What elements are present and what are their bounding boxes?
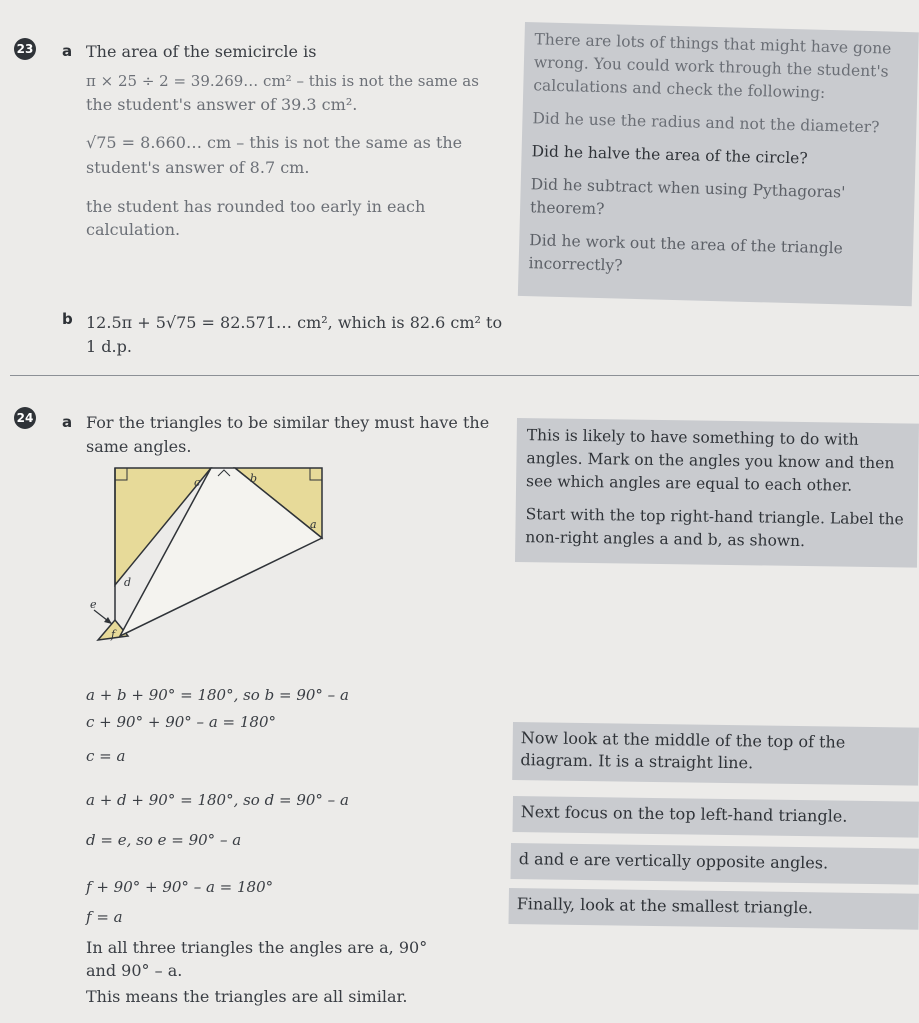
- q23-hint-intro: There are lots of things that might have gone wrong. You could work through the student's calculations and check the following:: [533, 30, 892, 102]
- conclusion-line1: In all three triangles the angles are a, 90°: [86, 938, 428, 957]
- q24-a-line1: For the triangles to be similar they must have the: [86, 413, 490, 432]
- q23-a-line3: the student's answer of 39.3 cm².: [86, 95, 358, 114]
- angle-label-d: d: [124, 576, 132, 589]
- q24-hint-box-1: [515, 418, 919, 568]
- question-24-badge: 24: [14, 407, 36, 429]
- question-23-badge: 23: [14, 38, 36, 60]
- equation-1: a + b + 90° = 180°, so b = 90° – a: [86, 686, 349, 704]
- q23-a-conclusion-line1: the student has rounded too early in each: [86, 197, 426, 216]
- q23-part-a-label: a: [62, 42, 73, 60]
- equation-3: c = a: [86, 747, 126, 765]
- q23-part-b-label: b: [62, 310, 73, 328]
- q23-a-sqrt-line2: student's answer of 8.7 cm.: [86, 158, 310, 177]
- equation-7: f = a: [86, 908, 123, 926]
- q23-a-sqrt-line1: √75 = 8.660… cm – this is not the same as the: [86, 133, 463, 152]
- q23-b-line1: 12.5π + 5√75 = 82.571… cm², which is 82.6 cm² to: [86, 313, 503, 332]
- angle-label-b: b: [250, 472, 258, 485]
- conclusion-line3: This means the triangles are all similar.: [86, 987, 408, 1006]
- q24-hint-smallest-triangle: Finally, look at the smallest triangle.: [508, 888, 918, 930]
- q24-part-a-label: a: [62, 413, 73, 431]
- q23-hint-box: [518, 22, 919, 306]
- conclusion-line2: and 90° – a.: [86, 961, 183, 980]
- equation-4: a + d + 90° = 180°, so d = 90° – a: [86, 791, 349, 809]
- q23-hint-pythagoras: Did he subtract when using Pythagoras' theorem?: [529, 175, 846, 219]
- equation-6: f + 90° + 90° – a = 180°: [86, 878, 274, 896]
- q24-hint-angles: This is likely to have something to do with angles. Mark on the angles you know and then see which angles are equal to each other.: [525, 426, 895, 495]
- q23-a-line2: π × 25 ÷ 2 = 39.269… cm² – this is not the same as: [86, 72, 479, 90]
- q23-hint-halve: Did he halve the area of the circle?: [531, 142, 808, 168]
- angle-label-f: f: [111, 628, 116, 641]
- section-divider: [10, 375, 919, 376]
- angle-label-a: a: [310, 518, 317, 531]
- angle-label-c: c: [194, 476, 201, 489]
- q23-a-conclusion-line2: calculation.: [86, 220, 181, 239]
- equation-5: d = e, so e = 90° – a: [86, 831, 242, 849]
- angle-label-e: e: [90, 598, 97, 611]
- q24-hint-straight-line: Now look at the middle of the top of the diagram. It is a straight line.: [512, 722, 919, 786]
- q23-b-line2: 1 d.p.: [86, 337, 132, 356]
- q24-hint-start: Start with the top right-hand triangle. Label the non-right angles a and b, as shown.: [525, 505, 904, 551]
- q23-hint-triangle: Did he work out the area of the triangle incorrectly?: [528, 231, 844, 275]
- similar-triangles-diagram: [90, 460, 330, 660]
- q24-hint-top-left: Next focus on the top left-hand triangle.: [512, 796, 918, 838]
- q23-a-line1: The area of the semicircle is: [86, 42, 317, 61]
- q24-hint-vertically-opposite: d and e are vertically opposite angles.: [510, 843, 918, 885]
- q24-a-line2: same angles.: [86, 437, 192, 456]
- equation-2: c + 90° + 90° – a = 180°: [86, 713, 276, 731]
- q23-hint-radius: Did he use the radius and not the diameter?: [532, 109, 880, 137]
